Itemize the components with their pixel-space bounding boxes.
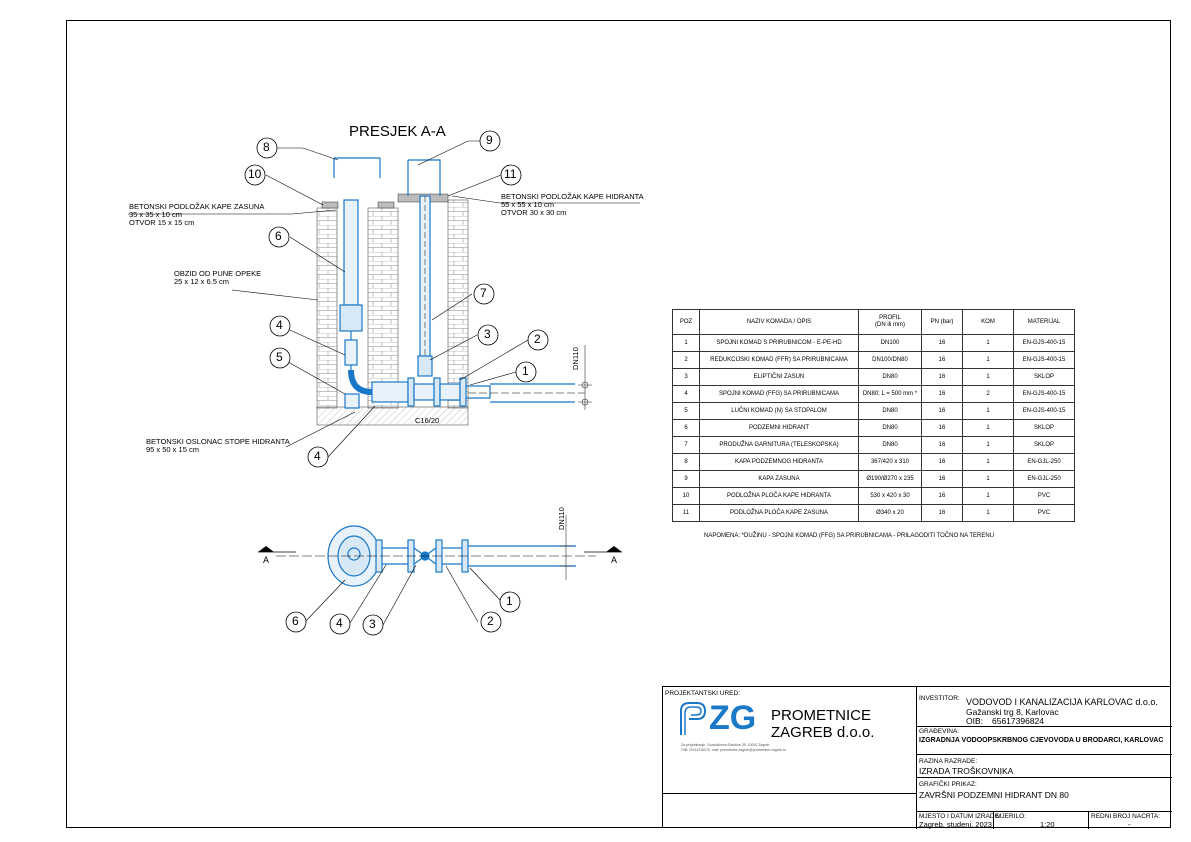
table-cell: 1 <box>963 471 1014 488</box>
callout-6: 6 <box>275 229 282 243</box>
table-cell: 16 <box>922 335 963 352</box>
table-cell: PODLOŽNA PLOČA KAPE HIDRANTA <box>700 488 859 505</box>
table-row <box>673 369 1075 386</box>
callout-3: 3 <box>484 327 491 341</box>
callout-10: 10 <box>248 167 262 181</box>
table-cell: PRODUŽNA GARNITURA (TELESKOPSKA) <box>700 437 859 454</box>
table-cell: KAPA PODZEMNOG HIDRANTA <box>700 454 859 471</box>
company-name-2: ZAGREB d.o.o. <box>771 724 875 741</box>
table-cell: PODZEMNI HIDRANT <box>700 420 859 437</box>
col-profile: PROFIL (DN ili mm) <box>859 310 922 335</box>
table-cell: 4 <box>673 386 700 403</box>
callout-1: 1 <box>522 364 529 378</box>
table-cell: 367/420 x 310 <box>859 454 922 471</box>
table-cell: 16 <box>922 437 963 454</box>
plan-callout-4: 4 <box>336 616 343 630</box>
callout-2: 2 <box>534 332 541 346</box>
col-kom: KOM <box>963 310 1014 335</box>
table-cell: 16 <box>922 352 963 369</box>
investor-address: Gažanski trg 8, Karlovac <box>966 707 1059 717</box>
number-value: - <box>1128 820 1131 829</box>
table-cell: 16 <box>922 471 963 488</box>
table-cell: 6 <box>673 420 700 437</box>
place-value: Zagreb, studeni, 2023. <box>919 820 995 829</box>
section-title: PRESJEK A-A <box>349 123 446 140</box>
section-marker-left: A <box>263 555 270 565</box>
table-cell: 1 <box>963 505 1014 522</box>
table-cell: 1 <box>963 420 1014 437</box>
place-label: MJESTO I DATUM IZRADE: <box>919 813 1001 820</box>
plan-callout-2: 2 <box>487 614 494 628</box>
investor-label: INVESTITOR: <box>919 695 960 702</box>
office-label: PROJEKTANTSKI URED: <box>665 690 741 697</box>
table-cell: 16 <box>922 488 963 505</box>
table-cell: SKLOP <box>1014 420 1075 437</box>
table-cell: 7 <box>673 437 700 454</box>
note-cap-pad-hydrant: BETONSKI PODLOŽAK KAPE HIDRANTA 55 x 55 x 10 cm OTVOR 30 x 30 cm <box>501 192 644 217</box>
building-label: GRAĐEVINA: <box>919 728 960 735</box>
table-cell: 1 <box>963 369 1014 386</box>
building-value: IZGRADNJA VODOOPSKRBNOG CJEVOVODA U BRODARCI, KARLOVAC <box>919 737 1164 744</box>
investor-oib-label: OIB: <box>966 716 984 726</box>
table-cell: SPOJNI KOMAD (FFG) SA PRIRUBNICAMA <box>700 386 859 403</box>
table-row <box>673 454 1075 471</box>
table-cell: 1 <box>963 437 1014 454</box>
table-cell: 16 <box>922 386 963 403</box>
pipe-label-section: DN110 <box>571 347 580 370</box>
company-address: Za projektiranje, Gundulićeva Sokolice 25, 10000 Zagreb <box>681 743 770 747</box>
note-cap-pad-valve: BETONSKI PODLOŽAK KAPE ZASUNA 35 x 35 x 10 cm OTVOR 15 x 15 cm <box>129 202 265 227</box>
logo-text: ZG <box>709 699 757 737</box>
table-cell: DN80 <box>859 420 922 437</box>
table-cell: LUČNI KOMAD (N) SA STOPALOM <box>700 403 859 420</box>
callout-7: 7 <box>480 286 487 300</box>
table-cell: 16 <box>922 369 963 386</box>
plan-callout-6: 6 <box>292 614 299 628</box>
brick-wall-left <box>317 208 337 408</box>
note-support: BETONSKI OSLONAC STOPE HIDRANTA 95 x 50 x 15 cm <box>146 437 290 454</box>
table-cell: 1 <box>963 488 1014 505</box>
scale-value: 1:20 <box>1040 820 1055 829</box>
title-block <box>662 686 1171 828</box>
investor-name: VODOVOD I KANALIZACIJA KARLOVAC d.o.o. <box>966 697 1158 707</box>
table-cell: PVC <box>1014 505 1075 522</box>
table-cell: 5 <box>673 403 700 420</box>
concrete-label: C16/20 <box>415 416 440 425</box>
table-cell: EN-GJL-250 <box>1014 454 1075 471</box>
table-cell: ELIPTIČNI ZASUN <box>700 369 859 386</box>
company-logo-icon <box>675 699 709 739</box>
plan-callout-1: 1 <box>506 594 513 608</box>
table-footnote: NAPOMENA: *DUŽINU - SPOJNI KOMAD (FFG) SA PRIRUBNICAMA - PRILAGODITI TOČNO NA TERENU <box>704 533 995 539</box>
table-row <box>673 403 1075 420</box>
table-row <box>673 420 1075 437</box>
table-cell: SPOJNI KOMAD S PRIRUBNICOM - E-PE-HD <box>700 335 859 352</box>
table-cell: SKLOP <box>1014 369 1075 386</box>
parts-table <box>672 309 1075 522</box>
table-cell: EN-GJS-400-15 <box>1014 335 1075 352</box>
table-row <box>673 471 1075 488</box>
concrete-support <box>317 407 468 425</box>
table-cell: 16 <box>922 454 963 471</box>
table-cell: 1 <box>963 335 1014 352</box>
table-cell: 3 <box>673 369 700 386</box>
callout-4b: 4 <box>314 449 321 463</box>
pipe-label-plan: DN110 <box>557 507 566 530</box>
table-cell: KAPA ZASUNA <box>700 471 859 488</box>
scale-label: MJERILO: <box>996 813 1026 820</box>
plan-view <box>276 526 596 586</box>
callout-4a: 4 <box>276 318 283 332</box>
table-cell: 16 <box>922 505 963 522</box>
level-value: IZRADA TROŠKOVNIKA <box>919 766 1014 776</box>
col-pn: PN (bar) <box>922 310 963 335</box>
callout-9: 9 <box>486 133 493 147</box>
col-poz: POZ <box>673 310 700 335</box>
callout-circles-plan <box>286 592 520 635</box>
table-cell: EN-GJS-400-15 <box>1014 352 1075 369</box>
table-cell: DN80; L = 500 mm * <box>859 386 922 403</box>
drawing-label: GRAFIČKI PRIKAZ: <box>919 781 977 788</box>
callout-5: 5 <box>276 350 283 364</box>
drawing-value: ZAVRŠNI PODZEMNI HIDRANT DN 80 <box>919 790 1069 800</box>
parts-table-body <box>673 335 1075 522</box>
level-label: RAZINA RAZRADE: <box>919 758 978 765</box>
table-cell: 530 x 420 x 30 <box>859 488 922 505</box>
table-row <box>673 437 1075 454</box>
table-cell: DN100/DN80 <box>859 352 922 369</box>
table-row <box>673 335 1075 352</box>
table-cell: DN80 <box>859 437 922 454</box>
table-row <box>673 488 1075 505</box>
table-cell: DN100 <box>859 335 922 352</box>
callout-11: 11 <box>504 167 517 181</box>
company-name-1: PROMETNICE <box>771 707 872 724</box>
section-marker-right: A <box>611 555 618 565</box>
table-cell: PODLOŽNA PLOČA KAPE ZASUNA <box>700 505 859 522</box>
number-label: REDNI BROJ NACRTA: <box>1091 813 1161 820</box>
company-contact: OIB: 20111216070, mail: prometnice.zagreb@prometnice-zagreb.hr <box>681 748 786 752</box>
plan-callout-3: 3 <box>369 617 376 631</box>
table-cell: EN-GJS-400-15 <box>1014 403 1075 420</box>
table-cell: 16 <box>922 403 963 420</box>
table-cell: 8 <box>673 454 700 471</box>
table-cell: 2 <box>673 352 700 369</box>
col-material: MATERIJAL <box>1014 310 1075 335</box>
table-cell: PVC <box>1014 488 1075 505</box>
table-cell: DN80 <box>859 369 922 386</box>
callout-8: 8 <box>263 140 270 154</box>
table-cell: EN-GJS-400-15 <box>1014 386 1075 403</box>
brick-wall-middle <box>368 208 398 408</box>
table-cell: 1 <box>963 403 1014 420</box>
table-cell: 11 <box>673 505 700 522</box>
table-cell: 1 <box>673 335 700 352</box>
table-row <box>673 386 1075 403</box>
col-name: NAZIV KOMADA / OPIS <box>700 310 859 335</box>
table-cell: 16 <box>922 420 963 437</box>
table-cell: 1 <box>963 454 1014 471</box>
investor-oib: 65617396824 <box>992 716 1045 726</box>
table-cell: 10 <box>673 488 700 505</box>
table-cell: EN-GJL-250 <box>1014 471 1075 488</box>
table-row <box>673 352 1075 369</box>
table-cell: 2 <box>963 386 1014 403</box>
table-cell: REDUKCIJSKI KOMAD (FFR) SA PRIRUBNICAMA <box>700 352 859 369</box>
table-row <box>673 505 1075 522</box>
table-cell: 1 <box>963 352 1014 369</box>
note-brick-wall: OBZID OD PUNE OPEKE 25 x 12 x 6.5 cm <box>174 269 262 286</box>
table-cell: Ø190/Ø270 x 235 <box>859 471 922 488</box>
table-cell: DN80 <box>859 403 922 420</box>
table-cell: 9 <box>673 471 700 488</box>
table-cell: Ø340 x 20 <box>859 505 922 522</box>
table-cell: SKLOP <box>1014 437 1075 454</box>
